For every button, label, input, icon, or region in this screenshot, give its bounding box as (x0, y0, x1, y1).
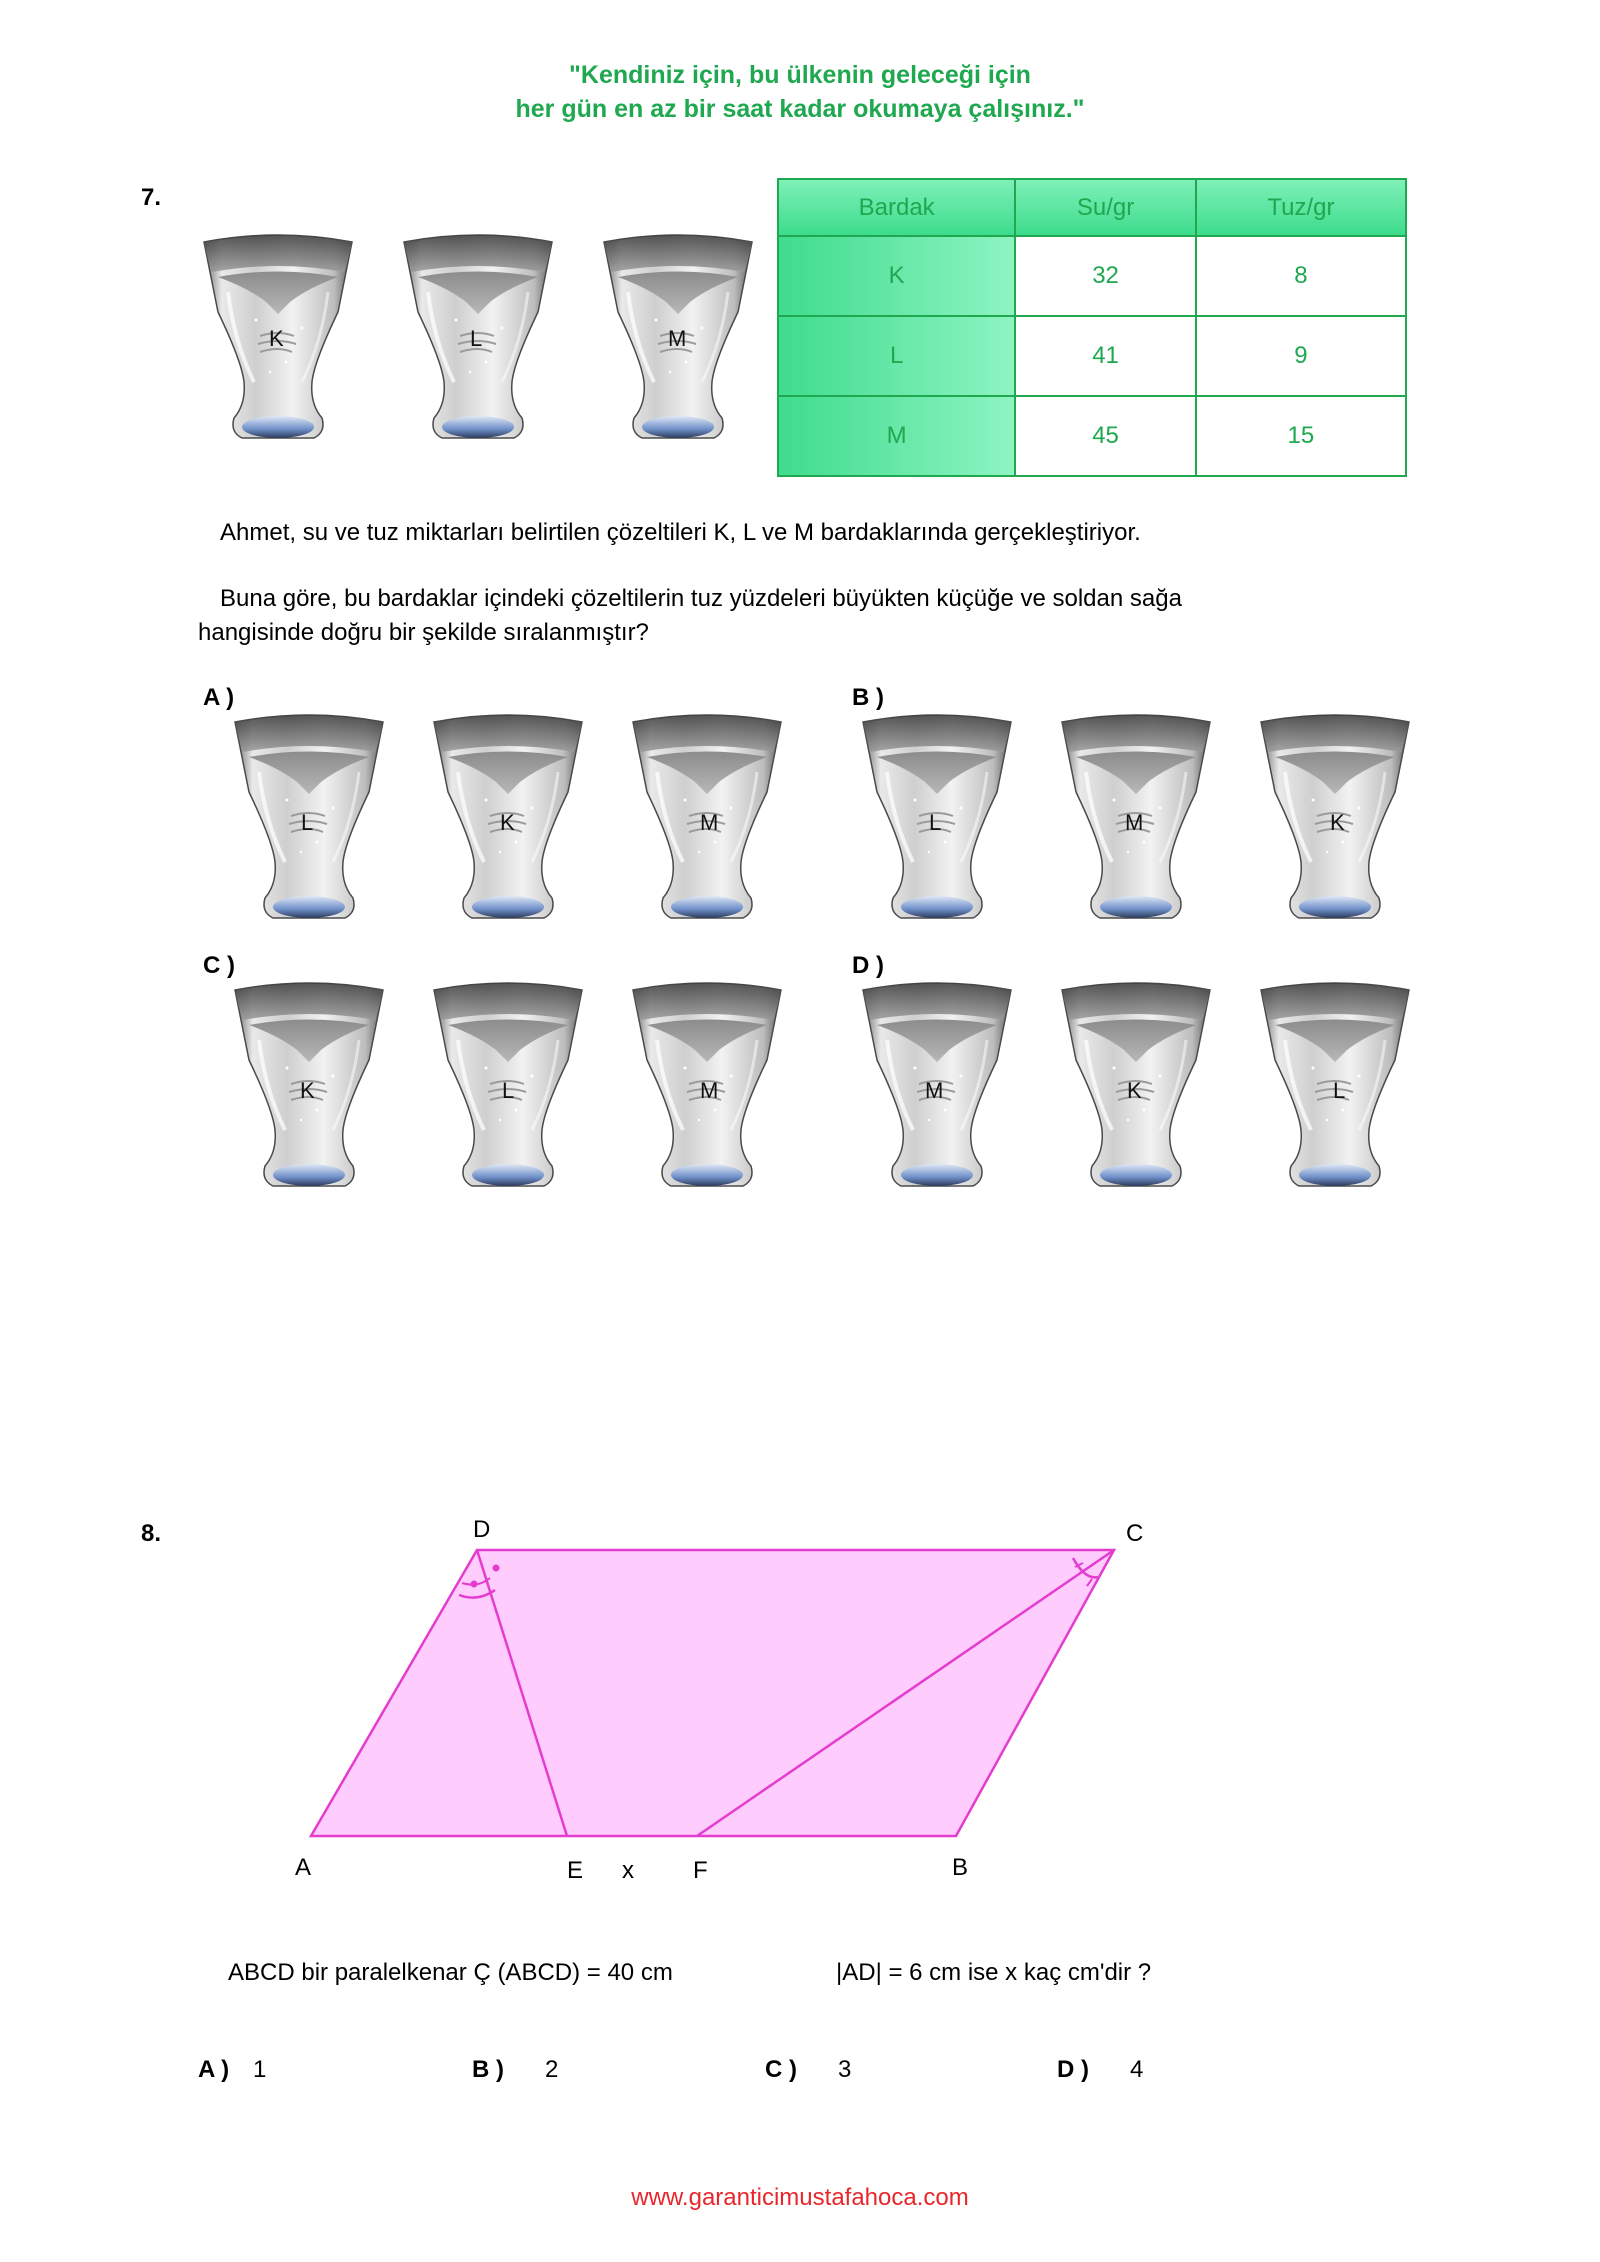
question-8-number: 8. (141, 1520, 162, 1547)
q7-question-line-1: Buna göre, bu bardaklar içindeki çözeltilerin tuz yüzdeleri büyükten küçüğe ve soldan sağa (220, 585, 1182, 612)
q8-statement-left: ABCD bir paralelkenar Ç (ABCD) = 40 cm (228, 1959, 673, 1986)
table-cell: 45 (1015, 396, 1196, 476)
glass-label: L (1333, 1078, 1346, 1103)
segment-label-x: x (622, 1857, 634, 1884)
table-header: Bardak (778, 179, 1015, 236)
point-label-d: D (473, 1516, 491, 1543)
angle-mark-dot (471, 1581, 478, 1588)
q8-statement-right: |AD| = 6 cm ise x kaç cm'dir ? (836, 1959, 1152, 1986)
angle-mark-dot (493, 1565, 500, 1572)
glass-label: M (1125, 810, 1144, 835)
answer-label: D ) (1057, 2056, 1089, 2083)
point-label-c: C (1126, 1520, 1144, 1547)
answer-value: 1 (253, 2056, 267, 2083)
glass-label: M (700, 810, 719, 835)
quote-line-1: "Kendiniz için, bu ülkenin geleceği için (569, 61, 1031, 89)
glass-label: K (500, 810, 515, 835)
point-label-b: B (952, 1854, 969, 1881)
q7-question-line-2: hangisinde doğru bir şekilde sıralanmıştır? (198, 619, 649, 646)
glass-label: M (668, 326, 687, 351)
parallelogram-abcd (311, 1550, 1114, 1836)
glass-label: L (502, 1078, 515, 1103)
table-cell: 41 (1015, 316, 1196, 396)
table-cell: 8 (1196, 236, 1406, 316)
glass-label: L (470, 326, 483, 351)
answer-label: B ) (472, 2056, 504, 2083)
glass-label: M (700, 1078, 719, 1103)
table-header: Su/gr (1015, 179, 1196, 236)
glass-label: K (269, 326, 284, 351)
glass-label: K (300, 1078, 315, 1103)
table-cell: 32 (1015, 236, 1196, 316)
question-7-number: 7. (141, 184, 162, 211)
point-label-a: A (295, 1854, 312, 1881)
table-cell: 9 (1196, 316, 1406, 396)
glass-label: L (301, 810, 314, 835)
answer-value: 3 (838, 2056, 852, 2083)
glass-label: L (929, 810, 942, 835)
answer-value: 4 (1130, 2056, 1144, 2083)
table-cell: L (778, 316, 1015, 396)
answer-label: C ) (765, 2056, 797, 2083)
footer-link[interactable]: www.garanticimustafahoca.com (631, 2184, 969, 2211)
table-cell: M (778, 396, 1015, 476)
table-cell: K (778, 236, 1015, 316)
quote-line-2: her gün en az bir saat kadar okumaya çalışınız." (515, 95, 1085, 123)
q7-statement: Ahmet, su ve tuz miktarları belirtilen çözeltileri K, L ve M bardaklarında gerçekleştiriyor. (220, 519, 1141, 546)
point-label-e: E (567, 1857, 584, 1884)
glass-label: M (925, 1078, 944, 1103)
option-label: A ) (203, 684, 235, 711)
glass-label: K (1330, 810, 1345, 835)
answer-value: 2 (545, 2056, 559, 2083)
option-label: D ) (852, 952, 884, 979)
option-label: C ) (203, 952, 235, 979)
table-cell: 15 (1196, 396, 1406, 476)
table-header: Tuz/gr (1196, 179, 1406, 236)
point-label-f: F (693, 1857, 708, 1884)
glass-label: K (1127, 1078, 1142, 1103)
answer-label: A ) (198, 2056, 230, 2083)
option-label: B ) (852, 684, 884, 711)
